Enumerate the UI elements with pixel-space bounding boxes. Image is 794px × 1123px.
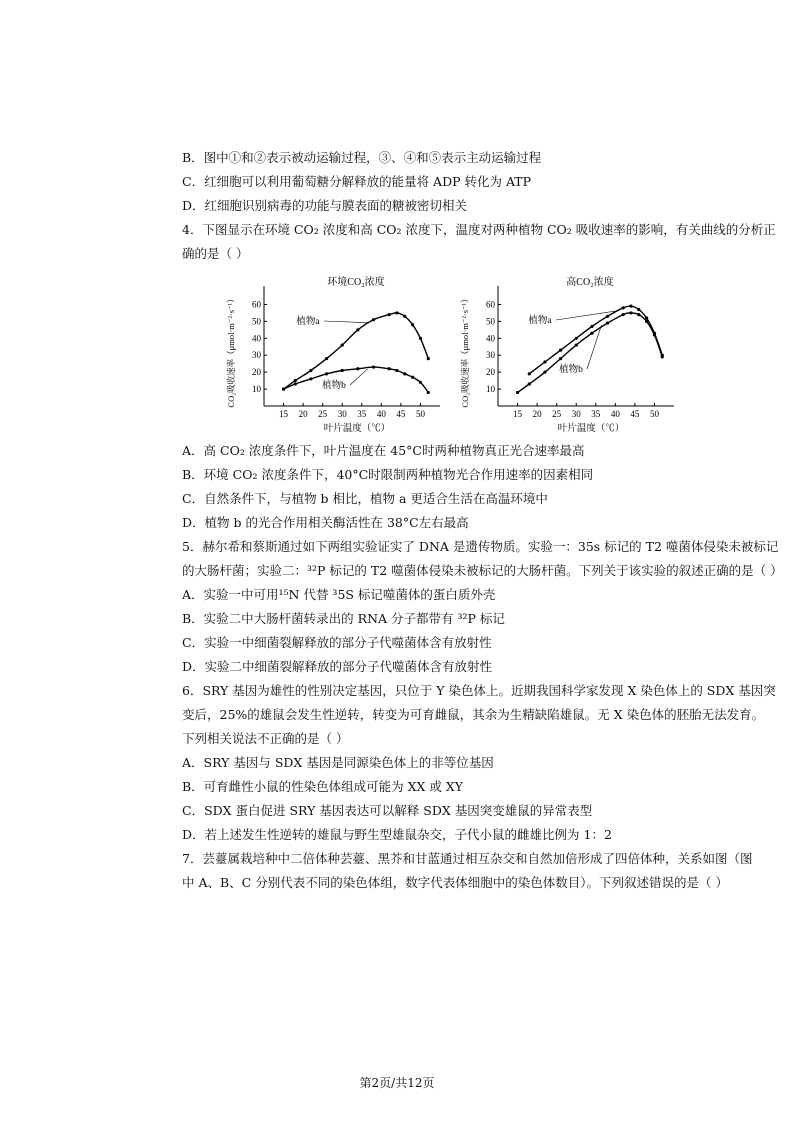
q5-stem-line1: 5．赫尔希和蔡斯通过如下两组实验证实了 DNA 是遗传物质。实验一：35s 标记的 T2 噬菌体侵染未被标记 <box>182 539 779 554</box>
chart-high-co2 <box>456 270 686 440</box>
x-axis-label: 叶片温度（℃） <box>557 424 625 434</box>
data-point <box>356 328 359 331</box>
data-point <box>411 323 414 326</box>
y-tick-label: 50 <box>486 316 495 327</box>
data-point <box>559 357 562 360</box>
data-point <box>403 315 406 318</box>
q7-stem-line1: 7．芸薹属栽培种中二倍体种芸薹、黑芥和甘蓝通过相互杂交和自然加倍形成了四倍体种，关系如图（图 <box>182 851 753 866</box>
data-point <box>419 337 422 340</box>
chart-ambient-co2-svg <box>222 270 452 440</box>
y-tick-label: 30 <box>486 350 495 361</box>
data-point <box>590 325 593 328</box>
x-tick-label: 20 <box>298 409 308 419</box>
data-point <box>411 376 414 379</box>
data-point <box>341 369 344 372</box>
data-point <box>661 355 664 358</box>
series-label: 植物b <box>559 365 583 375</box>
x-tick-label: 25 <box>318 409 328 419</box>
y-axis-label: CO₂吸收速率（μmol·m⁻²·s⁻¹） <box>460 294 470 408</box>
y-tick-label: 20 <box>252 367 261 378</box>
data-point <box>528 382 531 385</box>
data-point <box>427 391 430 394</box>
q3-option-b: B．图中①和②表示被动运输过程，③、④和⑤表示主动运输过程 <box>182 150 542 165</box>
q4-option-b: B．环境 CO₂ 浓度条件下，40°C时限制两种植物光合作用速率的因素相同 <box>182 467 594 482</box>
y-tick-label: 30 <box>252 350 261 361</box>
data-point <box>516 391 519 394</box>
data-point <box>388 367 391 370</box>
data-point <box>388 313 391 316</box>
q4-stem-line2: 确的是（ ） <box>182 246 249 261</box>
data-point <box>294 379 297 382</box>
q5-option-c: C．实验一中细菌裂解释放的部分子代噬菌体含有放射性 <box>182 635 492 650</box>
data-point <box>637 313 640 316</box>
y-tick-label: 40 <box>252 333 261 344</box>
x-tick-label: 30 <box>571 409 581 419</box>
x-tick-label: 50 <box>415 409 425 419</box>
data-point <box>653 333 656 336</box>
x-tick-label: 35 <box>591 409 601 419</box>
x-tick-label: 20 <box>532 409 542 419</box>
q4-option-d: D．植物 b 的光合作用相关酶活性在 38°C左右最高 <box>182 515 469 530</box>
q3-option-c: C．红细胞可以利用葡萄糖分解释放的能量将 ADP 转化为 ATP <box>182 174 532 189</box>
q6-option-c: C．SDX 蛋白促进 SRY 基因表达可以解释 SDX 基因突变雄鼠的异常表型 <box>182 803 593 818</box>
page-footer: 第2页/共12页 <box>359 1076 435 1090</box>
x-tick-label: 45 <box>630 409 640 419</box>
x-tick-label: 25 <box>552 409 562 419</box>
q4-stem-line1: 4．下图显示在环境 CO₂ 浓度和高 CO₂ 浓度下，温度对两种植物 CO₂ 吸收速率的影响，有关曲线的分析正 <box>182 222 776 237</box>
x-tick-label: 50 <box>649 409 659 419</box>
x-tick-label: 40 <box>610 409 620 419</box>
q6-stem-line2: 变后，25%的雄鼠会发生性逆转，转变为可育雌鼠，其余为生精缺陷雄鼠。无 X 染色体的胚胎无法发育。 <box>182 707 765 722</box>
data-point <box>395 311 398 314</box>
y-tick-label: 20 <box>486 367 495 378</box>
q4-option-c: C．自然条件下，与植物 b 相比，植物 a 更适合生活在高温环境中 <box>182 491 548 506</box>
q5-option-b: B．实验二中大肠杆菌转录出的 RNA 分子都带有 ³²P 标记 <box>182 611 505 626</box>
data-point <box>294 382 297 385</box>
data-point <box>629 305 632 308</box>
data-point <box>637 308 640 311</box>
data-point <box>325 357 328 360</box>
q7-stem-line2: 中 A、B、C 分别代表不同的染色体组，数字代表体细胞中的染色体数目）。下列叙述错误的是（ ） <box>182 875 728 890</box>
y-tick-label: 40 <box>486 333 495 344</box>
data-point <box>645 320 648 323</box>
q4-option-a: A．高 CO₂ 浓度条件下，叶片温度在 45°C时两种植物真正光合速率最高 <box>182 443 585 458</box>
x-tick-label: 35 <box>357 409 367 419</box>
y-tick-label: 50 <box>252 316 261 327</box>
data-point <box>403 372 406 375</box>
chart-title: 环境CO₂浓度 <box>327 277 385 288</box>
data-point <box>427 357 430 360</box>
q6-stem-line3: 下列相关说法不正确的是（ ） <box>182 731 349 746</box>
chart-high-co2-svg <box>456 270 686 440</box>
x-tick-label: 15 <box>279 409 289 419</box>
q6-option-d: D．若上述发生性逆转的雄鼠与野生型雄鼠杂交，子代小鼠的雌雄比例为 1：2 <box>182 827 612 842</box>
chart-title: 高CO₂浓度 <box>566 277 614 288</box>
q5-option-d: D．实验二中细菌裂解释放的部分子代噬菌体含有放射性 <box>182 659 493 674</box>
data-point <box>356 367 359 370</box>
data-point <box>559 349 562 352</box>
data-point <box>282 387 285 390</box>
series-leader-line <box>324 321 368 323</box>
data-point <box>372 365 375 368</box>
series-label: 植物a <box>296 317 320 327</box>
data-point <box>606 321 609 324</box>
series-leader-line <box>350 369 368 385</box>
x-tick-label: 40 <box>376 409 386 419</box>
q3-option-d: D．红细胞识别病毒的功能与膜表面的糖被密切相关 <box>182 198 468 213</box>
data-point <box>309 377 312 380</box>
q6-option-b: B．可育雌性小鼠的性染色体组成可能为 XX 或 XY <box>182 779 464 794</box>
data-point <box>606 315 609 318</box>
chart-ambient-co2 <box>222 270 452 440</box>
x-axis-label: 叶片温度（℃） <box>323 424 391 434</box>
y-tick-label: 10 <box>252 384 261 395</box>
q5-stem-line2: 的大肠杆菌；实验二：³²P 标记的 T2 噬菌体侵染未被标记的大肠杆菌。下列关于该实验的叙述正确的是（ ） <box>182 563 783 578</box>
data-point <box>528 372 531 375</box>
data-point <box>622 306 625 309</box>
data-point <box>309 369 312 372</box>
q6-stem-line1: 6．SRY 基因为雄性的性别决定基因，只位于 Y 染色体上。近期我国科学家发现 X 染色体上的 SDX 基因突 <box>182 683 776 698</box>
q5-option-a: A．实验一中可用¹⁵N 代替 ³5S 标记噬菌体的蛋白质外壳 <box>182 587 496 602</box>
x-tick-label: 45 <box>396 409 406 419</box>
data-point <box>575 343 578 346</box>
data-point <box>622 313 625 316</box>
y-tick-label: 10 <box>486 384 495 395</box>
data-point <box>325 372 328 375</box>
q6-option-a: A．SRY 基因与 SDX 基因是同源染色体上的非等位基因 <box>182 755 494 770</box>
x-tick-label: 15 <box>513 409 523 419</box>
data-point <box>543 371 546 374</box>
y-axis-label: CO₂吸收速率（μmol·m⁻²·s⁻¹） <box>226 294 236 408</box>
data-point <box>395 369 398 372</box>
data-point <box>590 332 593 335</box>
series-label: 植物b <box>322 381 346 391</box>
y-tick-label: 60 <box>252 299 261 310</box>
data-point <box>543 360 546 363</box>
data-point <box>575 337 578 340</box>
data-point <box>419 381 422 384</box>
data-point <box>629 311 632 314</box>
data-point <box>341 343 344 346</box>
series-label: 植物a <box>528 316 552 326</box>
y-tick-label: 60 <box>486 299 495 310</box>
x-tick-label: 30 <box>337 409 347 419</box>
data-point <box>372 318 375 321</box>
